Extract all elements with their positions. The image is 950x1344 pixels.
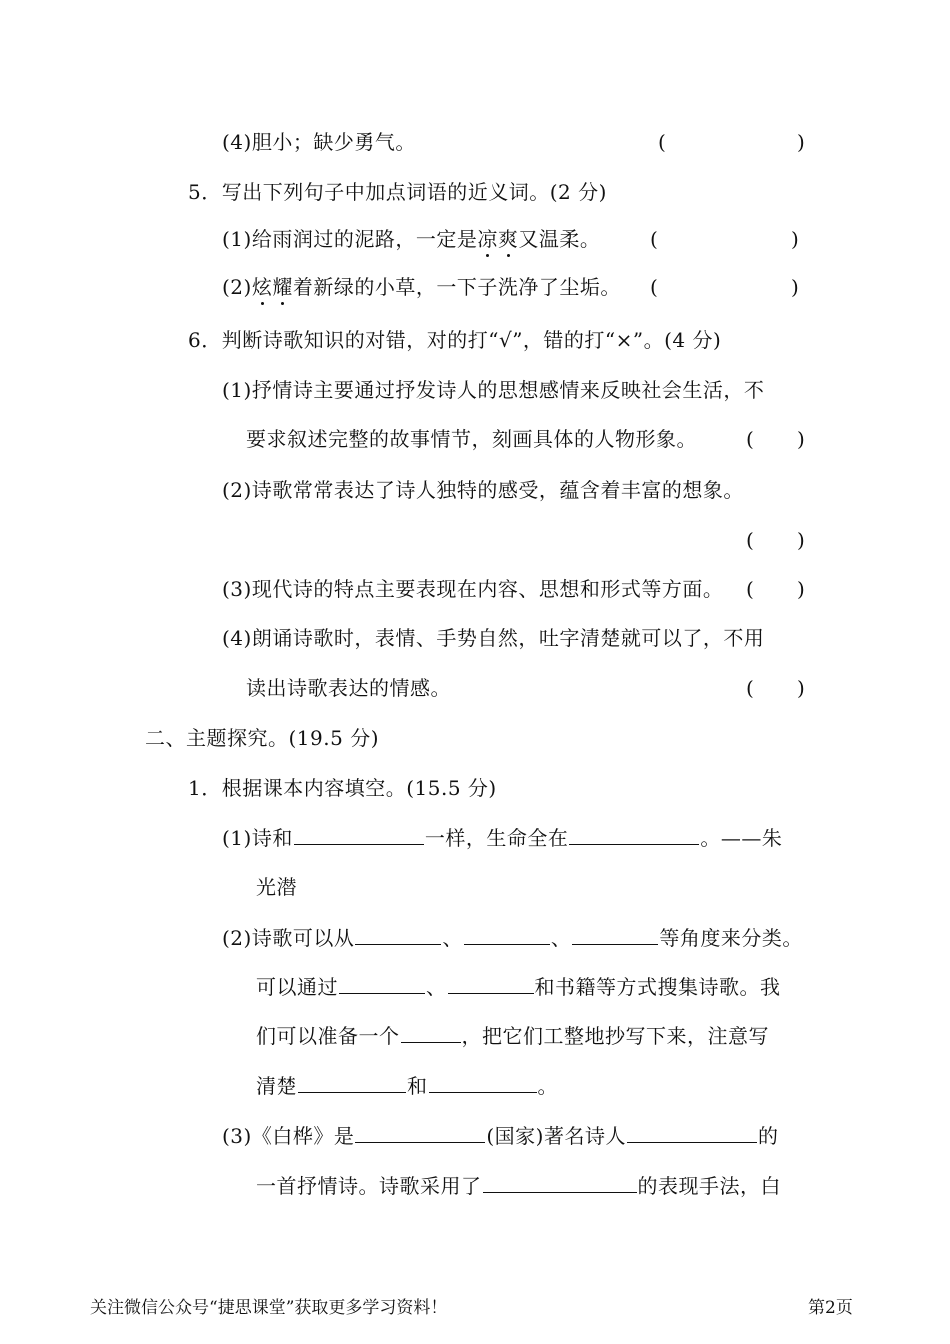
q5-item1-dotted-char-1: 凉 bbox=[477, 227, 498, 251]
q6-item3-line1: (3)现代诗的特点主要表现在内容、思想和形式等方面。 bbox=[222, 577, 724, 601]
fill-blank[interactable] bbox=[464, 924, 550, 945]
fill-blank[interactable] bbox=[401, 1022, 461, 1043]
fill-blank[interactable] bbox=[429, 1072, 537, 1093]
q5-item2-paren-close: ) bbox=[791, 275, 799, 299]
fill-item3-text-d: 一首抒情诗。诗歌采用了 bbox=[256, 1174, 482, 1198]
fill-item2-text-f: 和书籍等方式搜集诗歌。我 bbox=[534, 975, 781, 999]
q4-item4-paren-open: ( bbox=[658, 130, 666, 154]
q6-item2-paren-close: ) bbox=[797, 528, 805, 552]
fill-item2-text-g: 们可以准备一个 bbox=[256, 1024, 400, 1048]
q5-item2-post: 着新绿的小草，一下子洗净了尘垢。 bbox=[292, 275, 621, 299]
q6-item4-line1: (4)朗诵诗歌时，表情、手势自然，吐字清楚就可以了，不用 bbox=[222, 626, 765, 650]
q6-heading: 6．判断诗歌知识的对错，对的打“√”，错的打“×”。(4 分) bbox=[188, 328, 722, 352]
q6-item1-line2: 要求叙述完整的故事情节，刻画具体的人物形象。 bbox=[246, 427, 697, 451]
fill-item2-text-a: (2)诗歌可以从 bbox=[222, 926, 355, 950]
fill-item1-text-b: 一样，生命全在 bbox=[424, 826, 569, 850]
q6-item1-paren-open: ( bbox=[746, 427, 754, 451]
fill-item3-text-a: (3)《白桦》是 bbox=[222, 1124, 355, 1148]
fill-blank[interactable] bbox=[339, 973, 425, 994]
fill-item1-text-c: 。——朱 bbox=[700, 826, 783, 850]
fill-blank[interactable] bbox=[355, 1122, 485, 1143]
fill-blank[interactable] bbox=[294, 824, 424, 845]
footer-promo: 关注微信公众号“捷思课堂”获取更多学习资料！ bbox=[90, 1298, 448, 1318]
fill-blank[interactable] bbox=[298, 1072, 406, 1093]
q6-item4-paren-open: ( bbox=[746, 676, 754, 700]
q6-item1-line1: (1)抒情诗主要通过抒发诗人的思想感情来反映社会生活，不 bbox=[222, 378, 765, 402]
q5-item1-post: 又温柔。 bbox=[518, 227, 601, 251]
q6-item2-line1: (2)诗歌常常表达了诗人独特的感受，蕴含着丰富的想象。 bbox=[222, 478, 744, 502]
fill-blank[interactable] bbox=[355, 924, 441, 945]
fill-item3-line2 bbox=[256, 1172, 781, 1200]
fill-item1-line1 bbox=[222, 824, 782, 852]
q5-item1-paren-open: ( bbox=[650, 227, 658, 251]
fill-blank[interactable] bbox=[483, 1172, 637, 1193]
q6-item1-paren-close: ) bbox=[797, 427, 805, 451]
section2-heading: 二、主题探究。(19.5 分) bbox=[145, 726, 379, 750]
q5-item1 bbox=[222, 225, 600, 253]
fill-item2-text-h: ，把它们工整地抄写下来，注意写 bbox=[461, 1024, 769, 1048]
q4-item4-paren-close: ) bbox=[797, 130, 805, 154]
fill-item2-text-i: 清楚 bbox=[256, 1074, 297, 1098]
fill-item3-text-c: 的 bbox=[757, 1124, 779, 1148]
fill-item2-sep: 、 bbox=[442, 926, 463, 950]
q5-item1-pre: (1)给雨润过的泥路，一定是 bbox=[222, 227, 478, 251]
q5-item1-dotted-char-2: 爽 bbox=[497, 227, 519, 251]
fill-item1-line2: 光潜 bbox=[256, 875, 297, 899]
fill-blank[interactable] bbox=[627, 1122, 757, 1143]
q6-item4-paren-close: ) bbox=[797, 676, 805, 700]
q5-item2-dotted-char-1: 炫 bbox=[251, 275, 273, 299]
q5-item2-dotted-char-2: 耀 bbox=[272, 275, 293, 299]
q5-heading: 5．写出下列句子中加点词语的近义词。(2 分) bbox=[188, 180, 607, 204]
q5-item2-pre: (2) bbox=[222, 275, 252, 299]
fill-item2-text-k: 。 bbox=[537, 1074, 558, 1098]
q5-item2 bbox=[222, 273, 621, 301]
fill-item3-text-e: 的表现手法，白 bbox=[637, 1174, 781, 1198]
fill-item1-text-a: (1)诗和 bbox=[222, 826, 293, 850]
q4-item4-text: (4)胆小；缺少勇气。 bbox=[222, 130, 416, 154]
q6-item3-paren-open: ( bbox=[746, 577, 754, 601]
fill-item2-line1 bbox=[222, 924, 803, 952]
q5-item2-paren-open: ( bbox=[650, 275, 658, 299]
q6-item2-paren-open: ( bbox=[746, 528, 754, 552]
q6-item3-paren-close: ) bbox=[797, 577, 805, 601]
fill-item2-sep: 、 bbox=[426, 975, 447, 999]
page-number: 第2页 bbox=[808, 1298, 853, 1318]
fill-item2-line2 bbox=[256, 973, 781, 1001]
fill-item2-sep: 、 bbox=[550, 926, 572, 950]
fill-blank[interactable] bbox=[572, 924, 658, 945]
fill-item2-line3 bbox=[256, 1022, 769, 1050]
q5-item1-paren-close: ) bbox=[791, 227, 799, 251]
fill-blank[interactable] bbox=[569, 824, 699, 845]
fill-blank[interactable] bbox=[448, 973, 534, 994]
fill-item2-text-j: 和 bbox=[407, 1074, 428, 1098]
section2-q1-heading: 1．根据课本内容填空。(15.5 分) bbox=[188, 776, 497, 800]
fill-item3-text-b: (国家)著名诗人 bbox=[486, 1124, 626, 1148]
fill-item2-line4 bbox=[256, 1072, 558, 1100]
fill-item2-text-e: 可以通过 bbox=[256, 975, 338, 999]
fill-item3-line1 bbox=[222, 1122, 778, 1150]
q6-item4-line2: 读出诗歌表达的情感。 bbox=[246, 676, 451, 700]
fill-item2-text-d: 等角度来分类。 bbox=[659, 926, 803, 950]
